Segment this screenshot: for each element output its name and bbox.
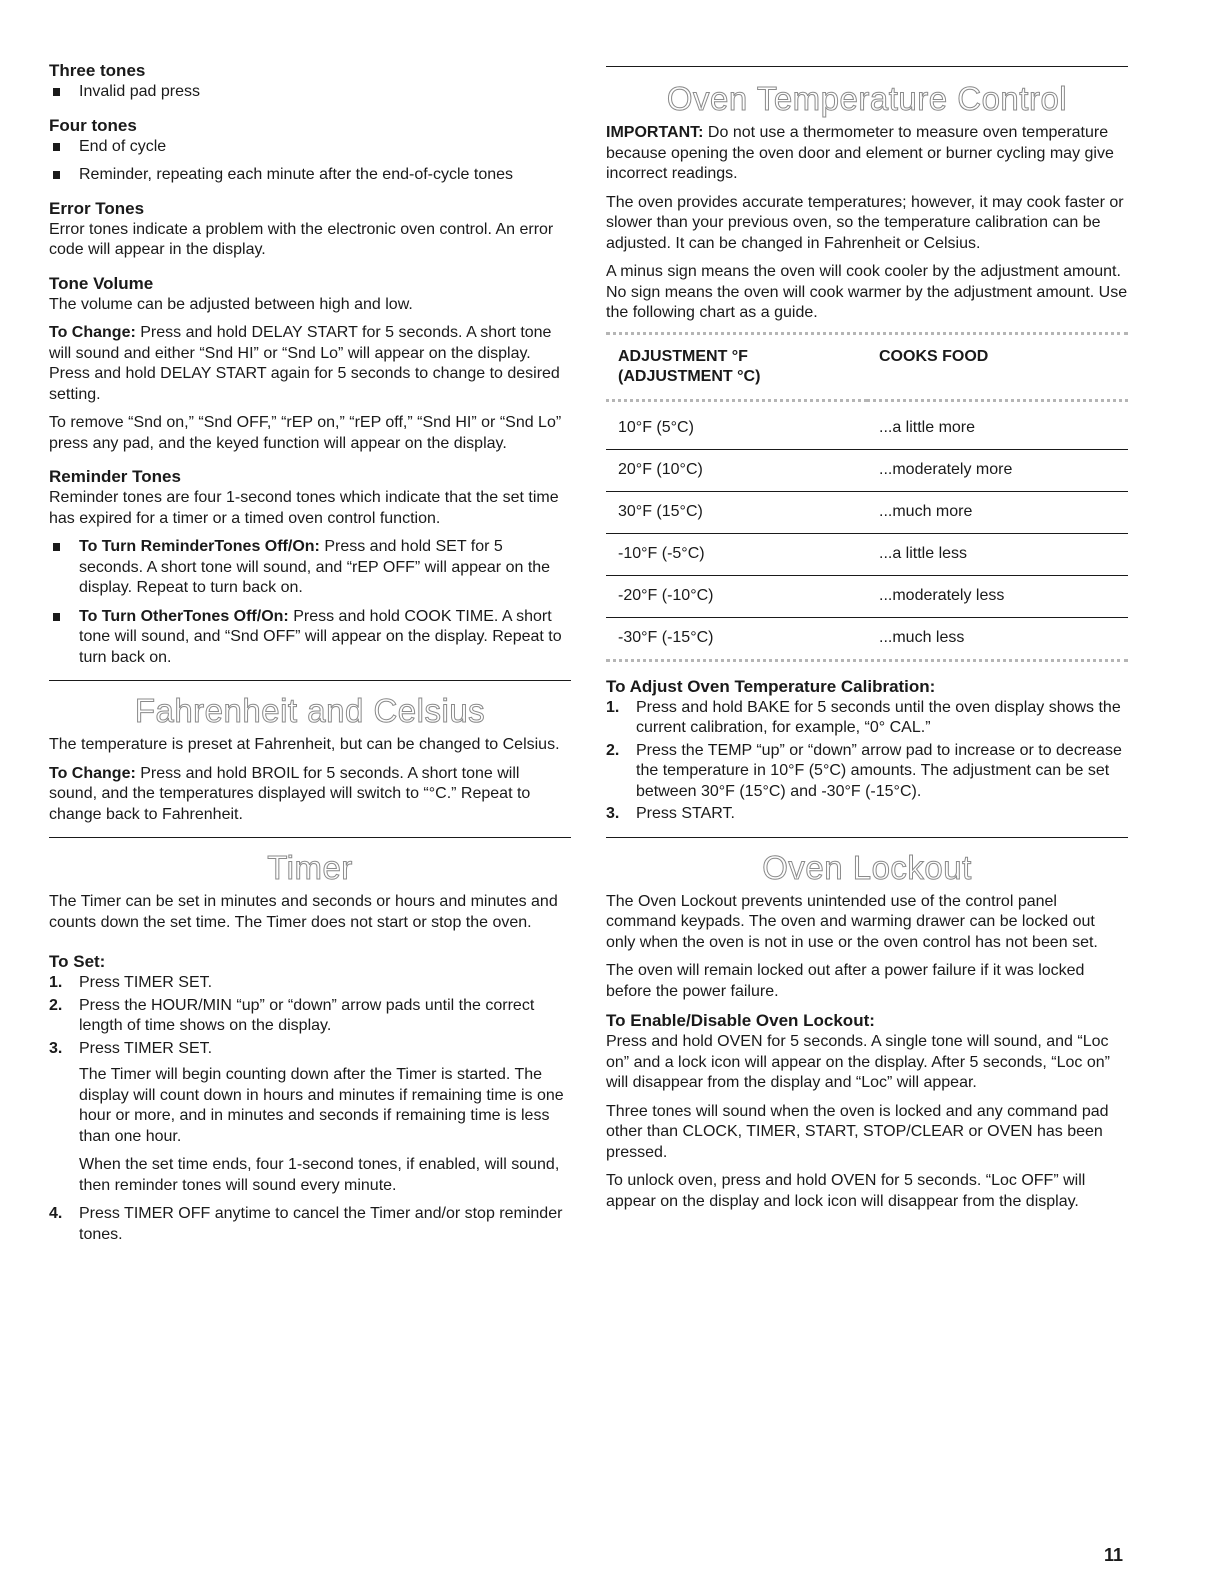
important-note: IMPORTANT: Do not use a thermometer to measure oven temperature because opening the oven door and element or burner cycling may give incorrect readings. — [606, 124, 1114, 182]
error-tones-heading: Error Tones — [49, 198, 145, 218]
table-row: 20°F (10°C) ...moderately more — [606, 449, 1128, 491]
column-header: COOKS FOOD — [879, 347, 989, 365]
lockout-text: Three tones will sound when the oven is locked and any command pad other than CLOCK, TIMER, START, STOP/CLEAR or OVEN has been pressed. — [606, 1102, 1109, 1161]
otc-text: A minus sign means the oven will cook cooler by the adjustment amount. No sign means the oven will cook warmer by the adjustment amount. Use the following chart as a guide. — [606, 263, 1128, 321]
bullet-icon — [53, 171, 60, 179]
calibration-table — [606, 341, 1128, 659]
table-row: -10°F (-5°C) ...a little less — [606, 533, 1128, 575]
divider — [606, 66, 1128, 67]
page-number: 11 — [1104, 1545, 1124, 1565]
reminder-tones-text: Reminder tones are four 1-second tones which indicate that the set time has expired for a timer or a timed oven control function. — [49, 489, 559, 527]
divider — [606, 659, 1128, 662]
three-tones-heading: Three tones — [49, 61, 146, 80]
timer-title: Timer — [267, 849, 353, 886]
list-item: 2. Press the TEMP “up” or “down” arrow pad to increase or to decrease the temperature in 10°F (5°C) amounts. The adjustment can be set between 30°F (15°C) and -30°F (-15°C). — [606, 741, 1122, 800]
step-number: 1. — [606, 698, 620, 716]
list-item: 3. Press START. — [606, 804, 1128, 825]
reminder-tones-heading: Reminder Tones — [49, 467, 181, 486]
fahrenheit-change: To Change: Press and hold BROIL for 5 seconds. A short tone will sound, and the temperatures displayed will switch to “°C.” Repeat to change back to Fahrenheit. — [49, 764, 531, 823]
tone-volume-text: The volume can be adjusted between high and low. — [49, 295, 413, 313]
step-number: 1. — [49, 974, 63, 991]
list-item: 2. Press the HOUR/MIN “up” or “down” arrow pads until the correct length of time shows on the display. — [49, 996, 535, 1034]
bullet-icon — [53, 143, 60, 151]
divider — [49, 680, 571, 681]
step-number: 3. — [49, 1039, 63, 1057]
table-header — [606, 341, 1128, 401]
lockout-text: The Oven Lockout prevents unintended use of the control panel command keypads. The oven and warming drawer can be locked out only when the oven is not in use or the oven control has not been set. — [606, 892, 1098, 951]
lockout-text: The oven will remain locked out after a power failure if it was locked before the power failure. — [606, 962, 1085, 1000]
list-item: 4. Press TIMER OFF anytime to cancel the Timer and/or stop reminder tones. — [49, 1205, 563, 1243]
list-item: To Turn OtherTones Off/On: Press and hold COOK TIME. A short tone will sound, and “Snd OFF” will appear on the display. Repeat to turn back on. — [49, 607, 571, 669]
table-row: 10°F (5°C) ...a little more — [606, 408, 1128, 450]
list-item: Reminder, repeating each minute after the end-of-cycle tones — [49, 165, 571, 186]
table-row: 30°F (15°C) ...much more — [606, 491, 1128, 533]
divider — [49, 837, 571, 838]
right-column — [606, 66, 1128, 1220]
timer-text: The Timer can be set in minutes and seconds or hours and minutes and counts down the set time. The Timer does not start or stop the oven. — [49, 893, 558, 931]
tone-volume-remove: To remove “Snd on,” “Snd OFF,” “rEP on,” “rEP off,” “Snd HI” or “Snd Lo” press any pad, and the keyed function will appear on the display. — [49, 414, 562, 452]
step-number: 4. — [49, 1205, 63, 1222]
step-number: 2. — [49, 996, 63, 1014]
divider — [606, 332, 1128, 335]
adjust-calibration-heading: To Adjust Oven Temperature Calibration: — [606, 676, 936, 696]
tone-volume-change: To Change: Press and hold DELAY START for 5 seconds. A short tone will sound and either “Snd HI” or “Snd Lo” will appear on the display. Press and hold DELAY START again for 5 seconds to change to desired setting. — [49, 324, 560, 403]
list-item: End of cycle — [49, 137, 571, 158]
list-item: 1. Press and hold BAKE for 5 seconds until the oven display shows the current calibration, for example, “0° CAL.” — [606, 698, 1121, 736]
enable-lockout-heading: To Enable/Disable Oven Lockout: — [606, 1011, 875, 1030]
list-item: 1. Press TIMER SET. — [49, 973, 571, 994]
timer-note: When the set time ends, four 1-second tones, if enabled, will sound, then reminder tones will sound every minute. — [79, 1156, 560, 1194]
otc-text: The oven provides accurate temperatures; however, it may cook faster or slower than your previous oven, so the temperature calibration can be adjusted. It can be changed in Fahrenheit or Celsius. — [606, 193, 1124, 252]
fahrenheit-celsius-title: Fahrenheit and Celsius — [134, 692, 486, 729]
oven-temp-control-title: Oven Temperature Control — [666, 80, 1068, 117]
lockout-text: Press and hold OVEN for 5 seconds. A single tone will sound, and “Loc on” and a lock icon will appear on the display. After 5 seconds, “Loc on” will disappear from the display and “Loc” will appear. — [606, 1033, 1110, 1091]
four-tones-heading: Four tones — [49, 115, 137, 135]
list-item: Invalid pad press — [49, 82, 571, 103]
list-item: 3. Press TIMER SET. — [49, 1039, 571, 1060]
tone-volume-heading: Tone Volume — [49, 273, 154, 293]
table-row: -30°F (-15°C) ...much less — [618, 629, 965, 646]
column-header: ADJUSTMENT °F (ADJUSTMENT °C) — [618, 347, 761, 385]
lockout-text: To unlock oven, press and hold OVEN for 5 seconds. “Loc OFF” will appear on the display and lock icon will disappear from the display. — [606, 1172, 1086, 1210]
step-number: 2. — [606, 741, 620, 759]
error-tones-text: Error tones indicate a problem with the electronic oven control. An error code will appear in the display. — [49, 220, 554, 258]
left-column — [49, 60, 571, 1247]
list-item: To Turn ReminderTones Off/On: Press and hold SET for 5 seconds. A short tone will sound, and “rEP OFF” will appear on the display. Repeat to turn back on. — [49, 537, 571, 599]
divider — [606, 837, 1128, 838]
to-set-heading: To Set: — [49, 952, 106, 971]
bullet-icon — [53, 613, 60, 621]
bullet-icon — [53, 543, 60, 551]
timer-note: The Timer will begin counting down after the Timer is started. The display will count down in hours and minutes if remaining time is one hour or more, and in minutes and seconds if remaining time is less than one hour. — [79, 1066, 564, 1145]
oven-lockout-title: Oven Lockout — [762, 848, 972, 886]
table-row: -20°F (-10°C) ...moderately less — [606, 575, 1128, 617]
bullet-icon — [53, 88, 60, 96]
fahrenheit-text: The temperature is preset at Fahrenheit, but can be changed to Celsius. — [49, 736, 560, 753]
step-number: 3. — [606, 805, 620, 822]
